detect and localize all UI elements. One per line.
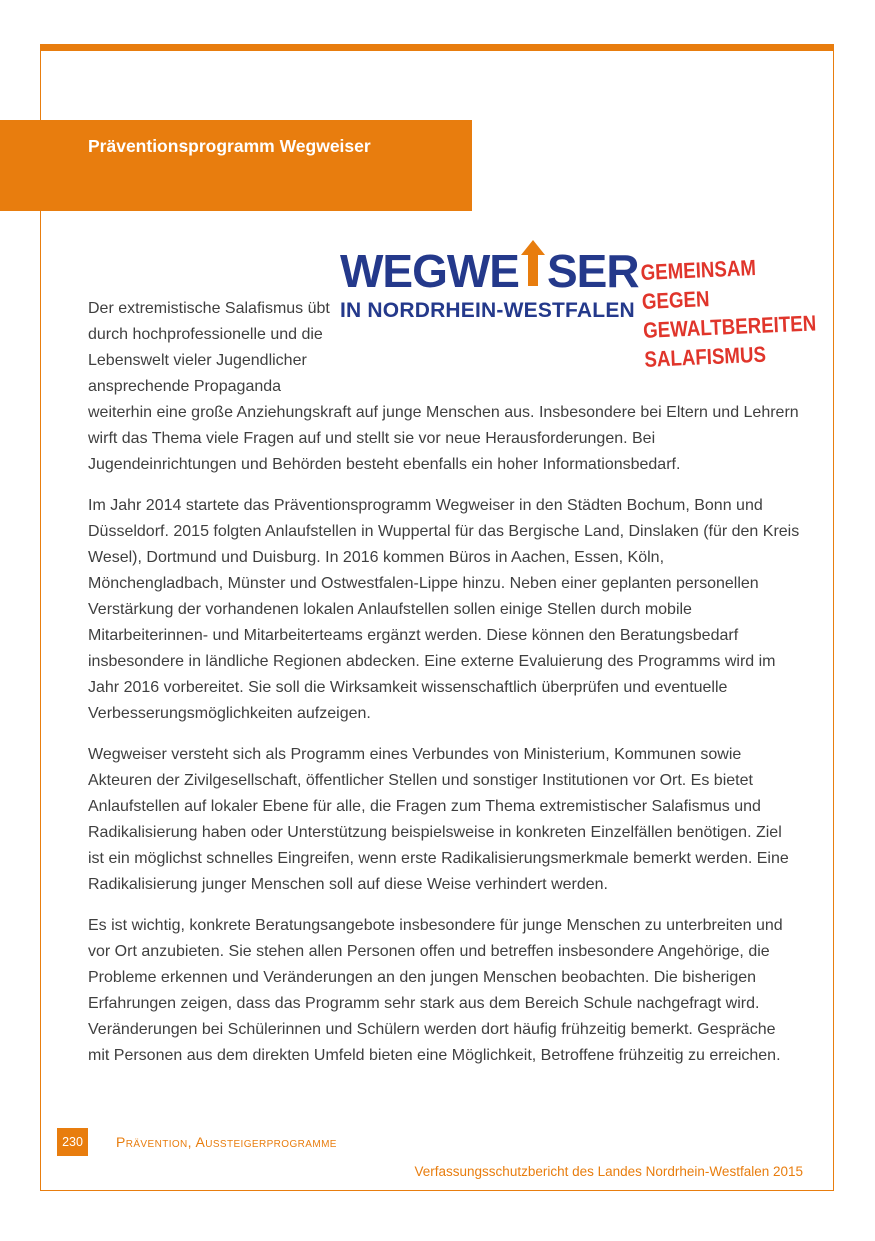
campaign-claim	[640, 250, 818, 373]
footer-section-label: Prävention, Aussteigerprogramme	[116, 1134, 337, 1150]
page-body	[88, 232, 817, 1084]
footer-report-title: Verfassungsschutzbericht des Landes Nordrhein-Westfalen 2015	[414, 1164, 803, 1179]
section-title: Präventionsprogramm Wegweiser	[88, 136, 371, 156]
body-paragraph-1: Der extremistische Salafismus übt durch hochprofessionelle und die Lebenswelt vieler Jugendlicher ansprechende Propaganda weiterhin eine große Anziehungskraft auf junge Menschen aus. Insbesondere bei Eltern und Lehrern wirft das Thema viele Fragen auf und stellt sie vor neue Herausforderungen. Bei Jugendeinrichtungen und Behörden besteht ebenfalls ein hoher Informationsbedarf.	[88, 300, 799, 473]
page-number-badge	[57, 1128, 88, 1156]
claim-line: GEMEINSAM	[640, 254, 757, 285]
claim-line: GEGEN	[641, 286, 710, 314]
body-paragraph-2: Im Jahr 2014 startete das Präventionsprogramm Wegweiser in den Städten Bochum, Bonn und Düsseldorf. 2015 folgten Anlaufstellen in Wuppertal für das Bergische Land, Dinslaken (für den Kreis Wesel), Dortmund und Duisburg. In 2016 kommen Büros in Aachen, Essen, Köln, Mönchengladbach, Münster und Ostwestfalen-Lippe hinzu. Neben einer geplanten personellen Verstärkung der vorhandenen lokalen Anlaufstellen sollen einige Stellen durch mobile Mitarbeiterinnen- und Mitarbeiterteams ergänzt werden. Diese können den Beratungsbedarf insbesondere in ländliche Regionen abdecken. Eine externe Evaluierung des Programms wird im Jahr 2016 vorbereitet. Sie soll die Wirksamkeit wissenschaftlich überprüfen und eventuelle Verbesserungsmöglichkeiten aufzeigen.	[88, 497, 800, 722]
section-header-band	[0, 120, 472, 211]
claim-line: GEWALTBEREITEN	[642, 310, 817, 343]
wegweiser-logo	[340, 232, 817, 392]
wordmark-left: WEGWE	[340, 245, 519, 297]
body-paragraph-4: Es ist wichtig, konkrete Beratungsangebote insbesondere für junge Menschen zu unterbreiten und vor Ort anzubieten. Sie stehen allen Personen offen und betreffen insbesondere Angehörige, die Probleme erkennen und Veränderungen an den jungen Menschen beobachten. Die bisherigen Erfahrungen zeigen, dass das Programm sehr stark aus dem Bereich Schule nachgefragt wird. Veränderungen bei Schülerinnen und Schülern werden dort häufig frühzeitig bemerkt. Gespräche mit Personen aus dem direkten Umfeld bieten eine Möglichkeit, Betroffene frühzeitig zu erreichen.	[88, 917, 783, 1064]
body-paragraph-3: Wegweiser versteht sich als Programm eines Verbundes von Ministerium, Kommunen sowie Akteuren der Zivilgesellschaft, öffentlicher Stellen und sonstiger Institutionen vor Ort. Es bietet Anlaufstellen auf lokaler Ebene für alle, die Fragen zum Thema extremistischer Salafismus und Radikalisierung haben oder Unterstützung beispielsweise in konkreten Einzelfällen benötigen. Ziel ist ein möglichst schnelles Eingreifen, wenn erste Radikalisierungsmerkmale bemerkt werden. Eine Radikalisierung junger Menschen soll auf diese Weise verhindert werden.	[88, 746, 789, 893]
page-number: 230	[62, 1135, 83, 1149]
claim-line: SALAFISMUS	[643, 341, 767, 372]
arrow-up-icon	[519, 240, 547, 294]
wordmark-right: SER	[546, 245, 639, 297]
wegweiser-subtitle: IN NORDRHEIN-WESTFALEN	[340, 299, 635, 322]
